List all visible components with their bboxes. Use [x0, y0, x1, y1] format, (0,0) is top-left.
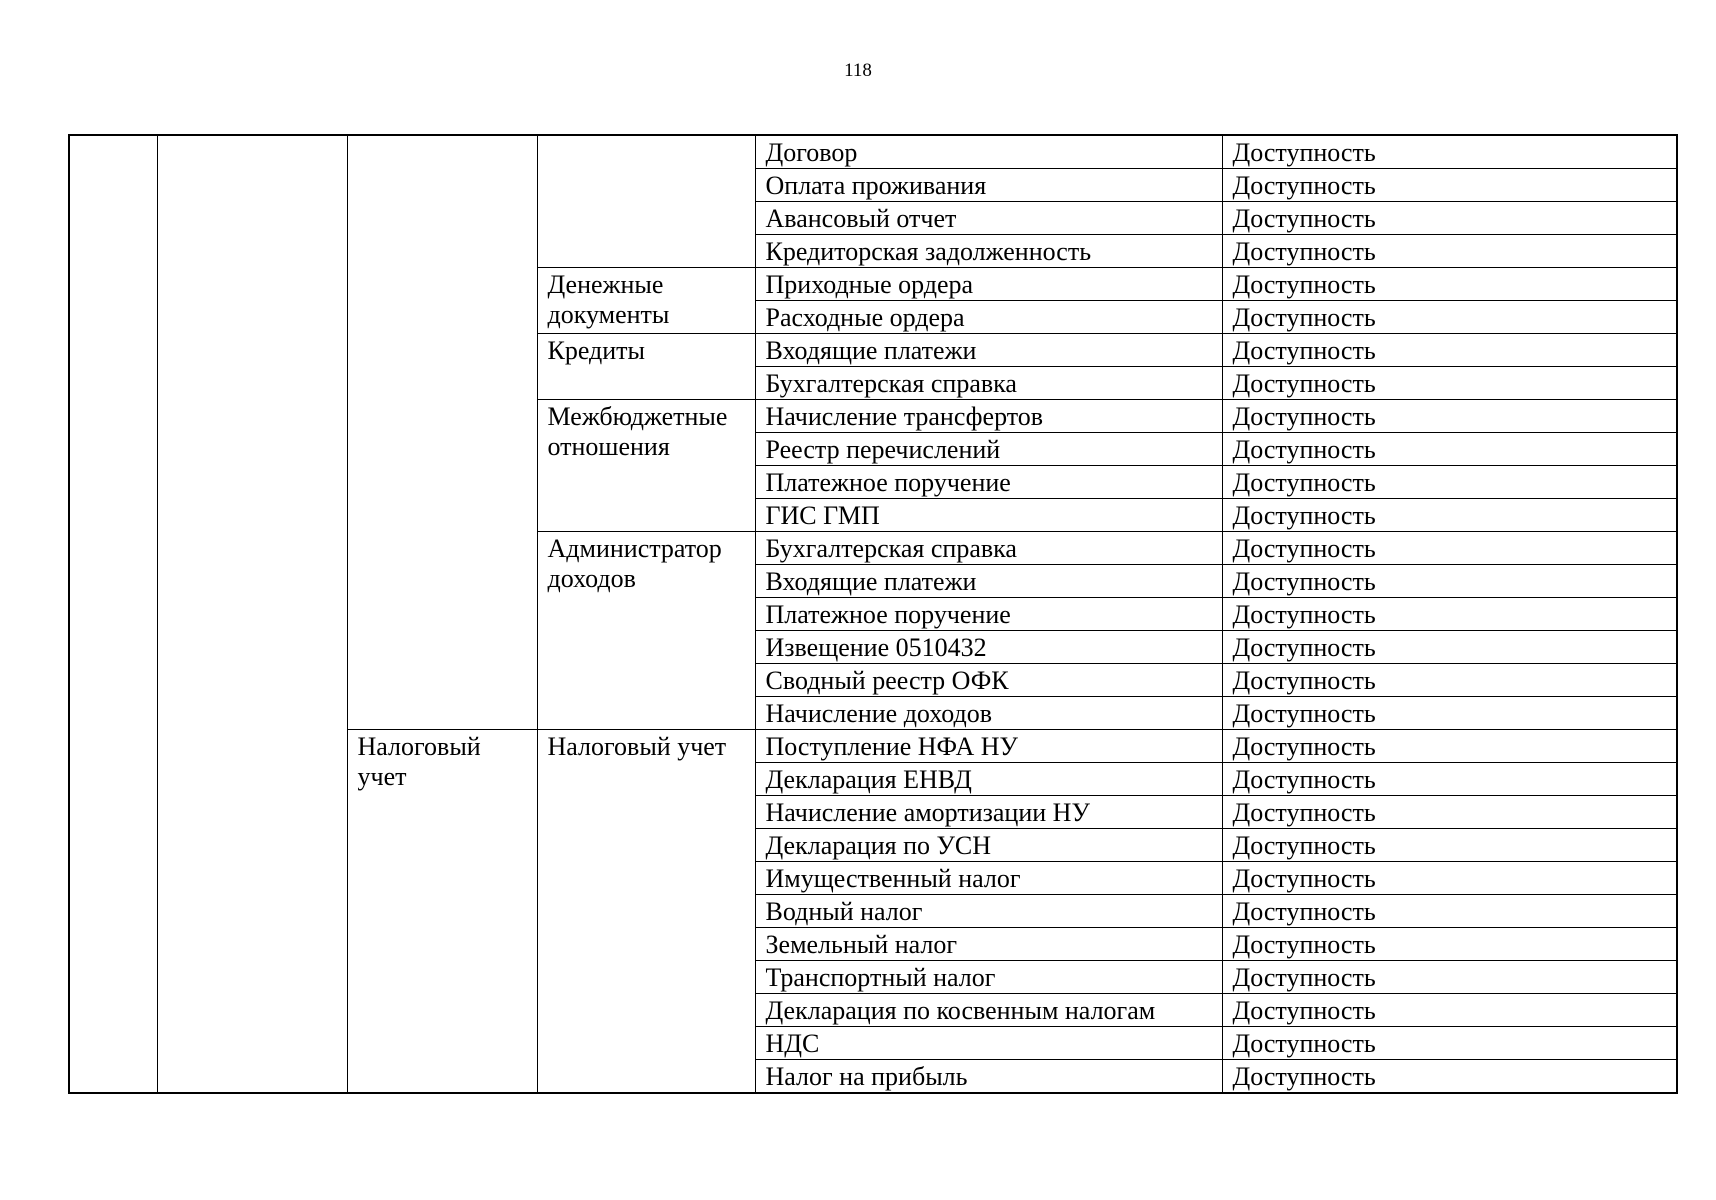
document-type-cell: Водный налог [755, 895, 1222, 928]
access-cell: Доступность [1222, 169, 1677, 202]
access-cell: Доступность [1222, 334, 1677, 367]
access-cell: Доступность [1222, 1060, 1677, 1094]
document-type-cell: Кредиторская задолженность [755, 235, 1222, 268]
access-cell: Доступность [1222, 598, 1677, 631]
document-type-cell: Земельный налог [755, 928, 1222, 961]
table-row [69, 135, 1677, 169]
access-cell: Доступность [1222, 961, 1677, 994]
access-cell: Доступность [1222, 763, 1677, 796]
document-type-cell: Поступление НФА НУ [755, 730, 1222, 763]
document-type-cell: Декларация ЕНВД [755, 763, 1222, 796]
access-cell: Доступность [1222, 895, 1677, 928]
document-type-cell: Бухгалтерская справка [755, 532, 1222, 565]
access-cell: Доступность [1222, 400, 1677, 433]
access-cell: Доступность [1222, 631, 1677, 664]
access-cell: Доступность [1222, 367, 1677, 400]
access-cell: Доступность [1222, 466, 1677, 499]
empty-col-3 [347, 135, 537, 730]
access-cell: Доступность [1222, 796, 1677, 829]
document-type-cell: НДС [755, 1027, 1222, 1060]
empty-col-1 [69, 135, 157, 1093]
access-cell: Доступность [1222, 532, 1677, 565]
access-cell: Доступность [1222, 268, 1677, 301]
empty-col-2 [157, 135, 347, 1093]
group-label [537, 135, 755, 268]
document-type-cell: Приходные ордера [755, 268, 1222, 301]
access-cell: Доступность [1222, 565, 1677, 598]
access-cell: Доступность [1222, 135, 1677, 169]
document-type-cell: Начисление доходов [755, 697, 1222, 730]
access-cell: Доступность [1222, 730, 1677, 763]
document-type-cell: Реестр перечислений [755, 433, 1222, 466]
group-label: Администратор доходов [537, 532, 755, 730]
document-type-cell: Начисление амортизации НУ [755, 796, 1222, 829]
document-type-cell: Авансовый отчет [755, 202, 1222, 235]
access-cell: Доступность [1222, 664, 1677, 697]
document-type-cell: Транспортный налог [755, 961, 1222, 994]
document-type-cell: ГИС ГМП [755, 499, 1222, 532]
access-cell: Доступность [1222, 499, 1677, 532]
document-type-cell: Налог на прибыль [755, 1060, 1222, 1094]
access-cell: Доступность [1222, 202, 1677, 235]
permissions-table [68, 134, 1678, 1094]
document-type-cell: Сводный реестр ОФК [755, 664, 1222, 697]
document-type-cell: Оплата проживания [755, 169, 1222, 202]
access-cell: Доступность [1222, 433, 1677, 466]
document-type-cell: Декларация по косвенным налогам [755, 994, 1222, 1027]
access-cell: Доступность [1222, 697, 1677, 730]
document-type-cell: Платежное поручение [755, 598, 1222, 631]
access-cell: Доступность [1222, 928, 1677, 961]
page-number: 118 [844, 60, 872, 81]
document-type-cell: Извещение 0510432 [755, 631, 1222, 664]
document-type-cell: Имущественный налог [755, 862, 1222, 895]
access-cell: Доступность [1222, 235, 1677, 268]
section-tax-label: Налоговый учет [347, 730, 537, 1094]
document-type-cell: Расходные ордера [755, 301, 1222, 334]
access-cell: Доступность [1222, 862, 1677, 895]
document-type-cell: Бухгалтерская справка [755, 367, 1222, 400]
group-label: Денежные документы [537, 268, 755, 334]
document-type-cell: Входящие платежи [755, 334, 1222, 367]
access-cell: Доступность [1222, 829, 1677, 862]
access-cell: Доступность [1222, 1027, 1677, 1060]
document-type-cell: Входящие платежи [755, 565, 1222, 598]
group-label: Налоговый учет [537, 730, 755, 1094]
group-label: Кредиты [537, 334, 755, 400]
document-type-cell: Начисление трансфертов [755, 400, 1222, 433]
group-label: Межбюджетные отношения [537, 400, 755, 532]
document-type-cell: Платежное поручение [755, 466, 1222, 499]
document-type-cell: Договор [755, 135, 1222, 169]
access-cell: Доступность [1222, 301, 1677, 334]
table-body [69, 135, 1677, 1093]
access-cell: Доступность [1222, 994, 1677, 1027]
document-type-cell: Декларация по УСН [755, 829, 1222, 862]
